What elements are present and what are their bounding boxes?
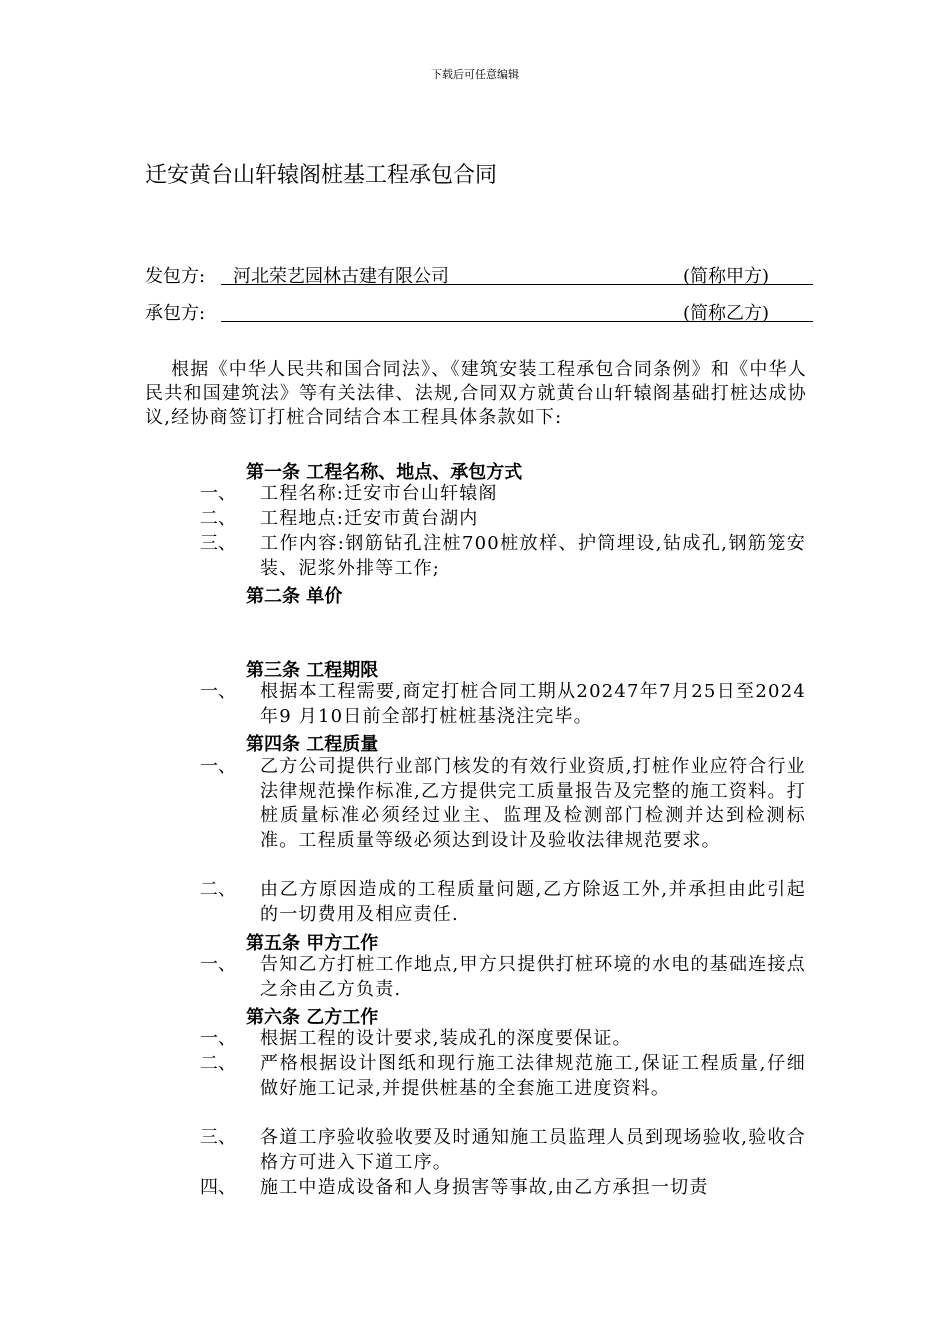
article-5-title: 第五条 甲方工作 xyxy=(246,933,379,954)
article-6-item-2 xyxy=(200,1052,806,1101)
item-number: 一、 xyxy=(200,483,236,504)
item-text: 根据工程的设计要求,装成孔的深度要保证。 xyxy=(260,1028,632,1049)
article-6-item-3 xyxy=(200,1126,806,1175)
item-number: 二、 xyxy=(200,508,236,529)
item-text: 施工中造成设备和人身损害等事故,由乙方承担一切责 xyxy=(260,1177,709,1198)
article-6-item-1 xyxy=(200,1027,806,1052)
contractor-label: 承包方: xyxy=(145,303,206,324)
item-text: 乙方公司提供行业部门核发的有效行业资质,打桩作业应符合行业法律规范操作标准,乙方提供完工质量报告及完整的施工资料。打桩质量标准必须经过业主、监理及检测部门检测并达到检测标准。工程质量等级必须达到设计及验收法律规范要求。 xyxy=(260,756,806,851)
item-text: 告知乙方打桩工作地点,甲方只提供打桩环境的水电的基础连接点之余由乙方负责. xyxy=(260,954,806,1000)
article-2-title: 第二条 单价 xyxy=(246,586,343,607)
item-number: 二、 xyxy=(200,1053,236,1074)
item-text: 各道工序验收验收要及时通知施工员监理人员到现场验收,验收合格方可进入下道工序。 xyxy=(260,1127,806,1173)
article-3-item-1 xyxy=(200,680,806,729)
contractor-row xyxy=(145,299,805,327)
article-3-title: 第三条 工程期限 xyxy=(246,660,379,681)
article-1-item-3 xyxy=(200,532,806,581)
employer-row xyxy=(145,262,805,290)
employer-abbr: (简称甲方) xyxy=(683,266,770,287)
article-6-item-4 xyxy=(200,1176,806,1201)
item-text: 根据本工程需要,商定打桩合同工期从20247年7月25日至2024年9 月10日前全部打桩桩基浇注完毕。 xyxy=(260,681,806,727)
intro-paragraph: 根据《中华人民共和国合同法》、《建筑安装工程承包合同条例》和《中华人民共和国建筑法》等有关法律、法规,合同双方就黄台山轩辕阁基础打桩达成协议,经协商签订打桩合同结合本工程具体条款如下: xyxy=(145,359,807,428)
article-4-title: 第四条 工程质量 xyxy=(246,734,379,755)
article-6-title: 第六条 乙方工作 xyxy=(246,1007,379,1028)
article-1-item-1 xyxy=(200,482,806,507)
item-number: 一、 xyxy=(200,954,236,975)
item-number: 二、 xyxy=(200,879,236,900)
contractor-abbr: (简称乙方) xyxy=(683,303,770,324)
item-number: 一、 xyxy=(200,1028,236,1049)
employer-value[interactable]: 河北荣艺园林古建有限公司 xyxy=(233,266,449,287)
article-4-item-1 xyxy=(200,755,806,853)
item-text: 由乙方原因造成的工程质量问题,乙方除返工外,并承担由此引起的一切费用及相应责任. xyxy=(260,879,806,925)
item-text: 工程名称:迁安市台山轩辕阁 xyxy=(260,483,498,504)
item-number: 一、 xyxy=(200,681,236,702)
header-note: 下载后可任意编辑 xyxy=(431,68,519,81)
item-text: 工程地点:迁安市黄台湖内 xyxy=(260,508,479,529)
employer-label: 发包方: xyxy=(145,266,206,287)
article-1-item-2 xyxy=(200,507,806,532)
document-title: 迁安黄台山轩辕阁桩基工程承包合同 xyxy=(145,163,498,188)
item-number: 三、 xyxy=(200,533,236,554)
article-4-item-2 xyxy=(200,878,806,927)
article-5-item-1 xyxy=(200,953,806,1002)
item-number: 一、 xyxy=(200,756,236,777)
article-1-title: 第一条 工程名称、地点、承包方式 xyxy=(246,462,523,483)
item-text: 严格根据设计图纸和现行施工法律规范施工,保证工程质量,仔细做好施工记录,并提供桩基的全套施工进度资料。 xyxy=(260,1053,806,1099)
item-number: 三、 xyxy=(200,1127,236,1148)
item-text: 工作内容:钢筋钻孔注桩700桩放样、护筒埋设,钻成孔,钢筋笼安装、泥浆外排等工作; xyxy=(260,533,806,579)
item-number: 四、 xyxy=(200,1177,236,1198)
